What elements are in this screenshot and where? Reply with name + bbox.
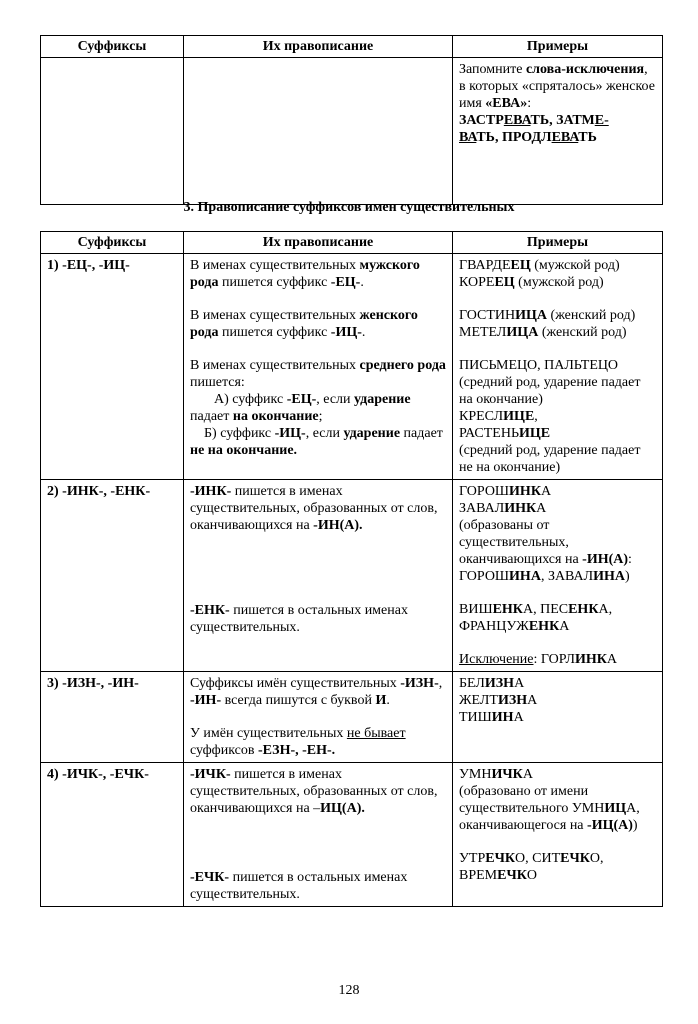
header-spelling: Их правописание bbox=[184, 232, 453, 254]
table-row bbox=[41, 254, 663, 480]
examples-cell: БЕЛИЗНА ЖЕЛТИЗНА ТИШИНА bbox=[453, 672, 663, 763]
cell-empty bbox=[184, 58, 453, 205]
rule-cell: -ИЧК- пишется в именах существительных, образованных от слов, оканчивающихся на –ИЦ(А). -ЕЧК- пишется в остальных именах существительных. bbox=[184, 763, 453, 907]
rule-cell: -ИНК- пишется в именах существительных, образованных от слов, оканчивающихся на -ИН(А). -ЕНК- пишется в остальных именах существительных. bbox=[184, 480, 453, 672]
examples-cell: УМНИЧКА (образовано от имени существительного УМНИЦА, оканчивающегося на -ИЦ(А)) УТРЕЧКО, СИТЕЧКО, ВРЕМЕЧКО bbox=[453, 763, 663, 907]
rule-cell: В именах существительных мужского рода пишется суффикс -ЕЦ-. В именах существительных женского рода пишется суффикс -ИЦ-. В именах существительных среднего рода пишется: А) суффикс -ЕЦ-, если ударение падает на окончание; Б) суффикс -ИЦ-, если ударение падает не на окончание. bbox=[184, 254, 453, 480]
suffix-cell: 1) -ЕЦ-, -ИЦ- bbox=[41, 254, 184, 480]
suffix-cell: 4) -ИЧК-, -ЕЧК- bbox=[41, 763, 184, 907]
cell-examples-eva: Запомните слова-исключения, в которых «спряталось» женское имя «ЕВА»: ЗАСТРЕВАТЬ, ЗАТМЕ- ВАТЬ, ПРОДЛЕВАТЬ bbox=[453, 58, 663, 205]
table-row bbox=[41, 672, 663, 763]
section-title: 3. Правописание суффиксов имен существительных bbox=[183, 200, 515, 215]
table-row bbox=[41, 763, 663, 907]
suffix-cell: 2) -ИНК-, -ЕНК- bbox=[41, 480, 184, 672]
table-continued bbox=[40, 35, 663, 205]
suffix-table bbox=[40, 231, 663, 907]
header-examples: Примеры bbox=[453, 232, 663, 254]
examples-cell: ГОРОШИНКА ЗАВАЛИНКА (образованы от существительных, оканчивающихся на -ИН(А): ГОРОШИНА, ЗАВАЛИНА) ВИШЕНКА, ПЕСЕНКА, ФРАНЦУЖЕНКА Исключение: ГОРЛИНКА bbox=[453, 480, 663, 672]
header-suffixes: Суффиксы bbox=[41, 232, 184, 254]
rule-cell: Суффиксы имён существительных -ИЗН-, -ИН- всегда пишутся с буквой И. У имён существительных не бывает суффиксов -ЕЗН-, -ЕН-. bbox=[184, 672, 453, 763]
examples-cell: ГВАРДЕЕЦ (мужской род) КОРЕЕЦ (мужской род) ГОСТИНИЦА (женский род) МЕТЕЛИЦА (женский род) ПИСЬМЕЦО, ПАЛЬТЕЦО (средний род, ударение падает на окончание) КРЕСЛИЦЕ, РАСТЕНЬИЦЕ (средний род, ударение падает не на окончание) bbox=[453, 254, 663, 480]
cell-empty bbox=[41, 58, 184, 205]
page-number: 128 bbox=[338, 983, 360, 998]
table-row bbox=[41, 480, 663, 672]
header-suffixes: Суффиксы bbox=[41, 36, 184, 58]
suffix-cell: 3) -ИЗН-, -ИН- bbox=[41, 672, 184, 763]
header-spelling: Их правописание bbox=[184, 36, 453, 58]
header-examples: Примеры bbox=[453, 36, 663, 58]
